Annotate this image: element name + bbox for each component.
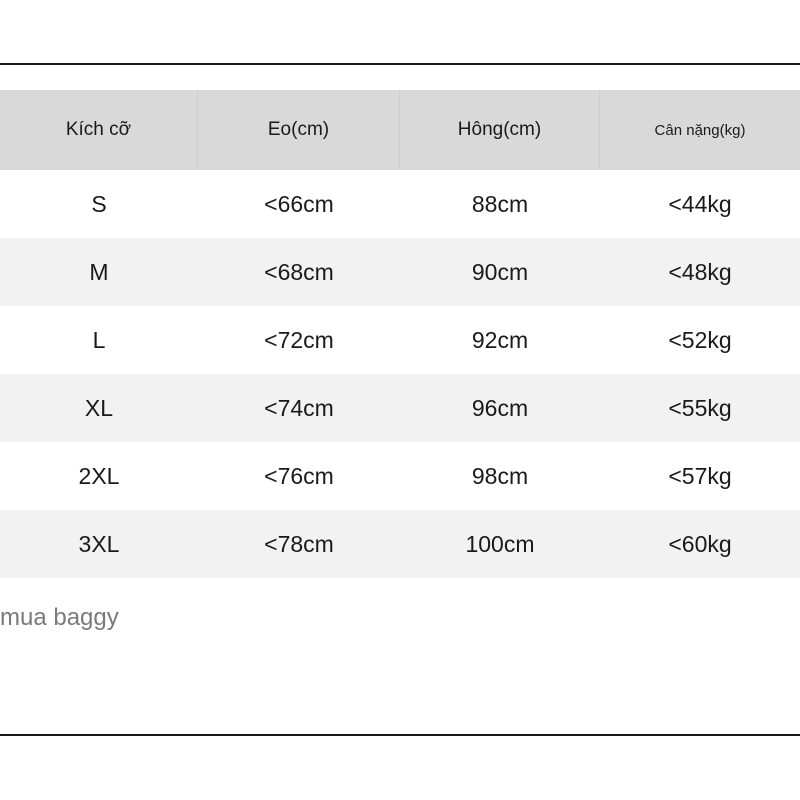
cell-size: L bbox=[92, 326, 106, 353]
cell-weight: <55kg bbox=[668, 394, 732, 421]
cell-size: 3XL bbox=[78, 530, 120, 557]
cell-weight: <44kg bbox=[668, 190, 732, 217]
cell-waist: <78cm bbox=[264, 530, 334, 557]
cell-size: M bbox=[89, 258, 109, 285]
cell-weight: <60kg bbox=[668, 530, 732, 557]
header-weight: Cân nặng(kg) bbox=[654, 121, 746, 139]
top-divider bbox=[0, 63, 800, 65]
header-size: Kích cỡ bbox=[0, 90, 198, 170]
cell-waist: <76cm bbox=[264, 462, 334, 489]
table-header-row bbox=[0, 90, 800, 170]
cell-size: XL bbox=[84, 394, 114, 421]
cell-size: 2XL bbox=[78, 462, 120, 489]
table-row bbox=[0, 374, 800, 442]
size-chart-table bbox=[0, 90, 800, 578]
header-waist: Eo(cm) bbox=[198, 90, 400, 170]
cell-hip: 92cm bbox=[471, 326, 529, 353]
cell-hip: 96cm bbox=[471, 394, 529, 421]
table-row bbox=[0, 170, 800, 238]
table-row bbox=[0, 306, 800, 374]
cell-weight: <52kg bbox=[668, 326, 732, 353]
table-row bbox=[0, 510, 800, 578]
cell-waist: <68cm bbox=[264, 258, 334, 285]
cell-waist: <72cm bbox=[264, 326, 334, 353]
note-text: mua baggy bbox=[0, 604, 119, 631]
cell-size: S bbox=[91, 190, 107, 217]
cell-weight: <57kg bbox=[668, 462, 732, 489]
table-row bbox=[0, 442, 800, 510]
bottom-divider bbox=[0, 734, 800, 736]
header-hip: Hông(cm) bbox=[400, 90, 600, 170]
cell-weight: <48kg bbox=[668, 258, 732, 285]
cell-waist: <74cm bbox=[264, 394, 334, 421]
cell-hip: 100cm bbox=[465, 530, 535, 557]
table-row bbox=[0, 238, 800, 306]
cell-waist: <66cm bbox=[264, 190, 334, 217]
cell-hip: 88cm bbox=[471, 190, 529, 217]
cell-hip: 98cm bbox=[471, 462, 529, 489]
cell-hip: 90cm bbox=[471, 258, 529, 285]
